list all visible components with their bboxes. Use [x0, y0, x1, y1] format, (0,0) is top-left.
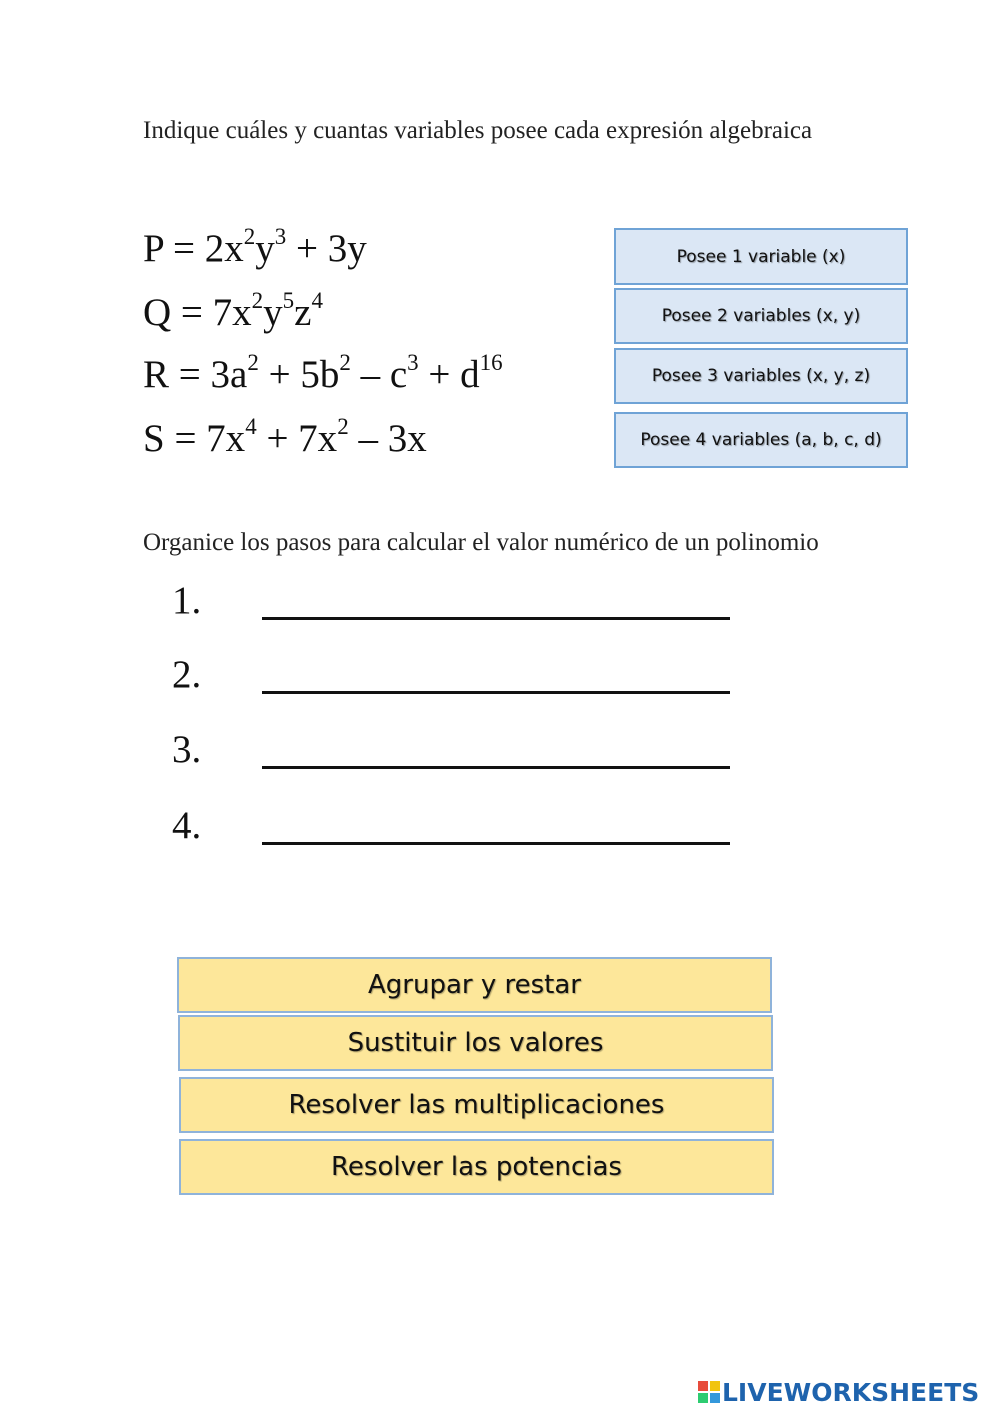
expr-text: y — [255, 227, 275, 270]
expr-text: + 3y — [286, 227, 367, 270]
expr-text: – c — [350, 353, 408, 396]
expression-s — [143, 414, 427, 461]
expression-r — [143, 350, 503, 397]
expr-exponent: 4 — [245, 414, 257, 439]
expr-text: + 7x — [256, 417, 338, 460]
expr-text: S = 7x — [143, 417, 246, 460]
expression-q — [143, 288, 323, 335]
expr-text: R = 3a — [143, 353, 248, 396]
logo-square — [710, 1393, 720, 1403]
logo-square — [698, 1381, 708, 1391]
expr-exponent: 2 — [247, 350, 259, 375]
drag-option-agrupar-y-restar[interactable]: Agrupar y restar — [177, 957, 772, 1013]
answer-box-1-variable[interactable]: Posee 1 variable (x) — [614, 228, 908, 285]
instruction-variables: Indique cuáles y cuantas variables posee cada expresión algebraica — [143, 117, 813, 144]
step-answer-4-dropzone[interactable] — [262, 801, 730, 845]
expr-text: Q = 7x — [143, 291, 252, 334]
expr-exponent: 2 — [339, 350, 351, 375]
step-number-1: 1. — [172, 579, 202, 622]
answer-box-4-variables[interactable]: Posee 4 variables (a, b, c, d) — [614, 412, 908, 468]
drag-option-resolver-multiplicaciones[interactable]: Resolver las multiplicaciones — [179, 1077, 774, 1133]
expr-text: y — [263, 291, 283, 334]
answer-box-3-variables[interactable]: Posee 3 variables (x, y, z) — [614, 348, 908, 404]
expression-p — [143, 224, 367, 271]
logo-square — [710, 1381, 720, 1391]
expr-exponent: 3 — [274, 224, 287, 249]
step-answer-2-dropzone[interactable] — [262, 650, 730, 694]
expr-text: + 5b — [258, 353, 340, 396]
expr-exponent: 5 — [282, 288, 295, 313]
step-answer-1-dropzone[interactable] — [262, 576, 730, 620]
expr-exponent: 3 — [407, 350, 419, 375]
expr-exponent: 2 — [243, 224, 256, 249]
expr-exponent: 2 — [251, 288, 264, 313]
step-number-4: 4. — [172, 804, 202, 847]
drag-option-resolver-potencias[interactable]: Resolver las potencias — [179, 1139, 774, 1195]
step-number-3: 3. — [172, 728, 202, 771]
logo-text: LIVEWORKSHEETS — [722, 1377, 980, 1407]
expr-text: – 3x — [348, 417, 427, 460]
step-number-2: 2. — [172, 653, 202, 696]
step-answer-3-dropzone[interactable] — [262, 725, 730, 769]
expr-exponent: 16 — [479, 350, 503, 375]
logo-grid-icon — [698, 1381, 720, 1403]
expr-text: + d — [418, 353, 480, 396]
expr-exponent: 2 — [337, 414, 349, 439]
expr-text: z — [294, 291, 312, 334]
instruction-steps: Organice los pasos para calcular el valor numérico de un polinomio — [143, 529, 819, 556]
drag-option-sustituir-valores[interactable]: Sustituir los valores — [178, 1015, 773, 1071]
logo-square — [698, 1393, 708, 1403]
liveworksheets-logo — [698, 1377, 979, 1407]
expr-text: P = 2x — [143, 227, 244, 270]
answer-box-2-variables[interactable]: Posee 2 variables (x, y) — [614, 288, 908, 344]
expr-exponent: 4 — [311, 288, 323, 313]
